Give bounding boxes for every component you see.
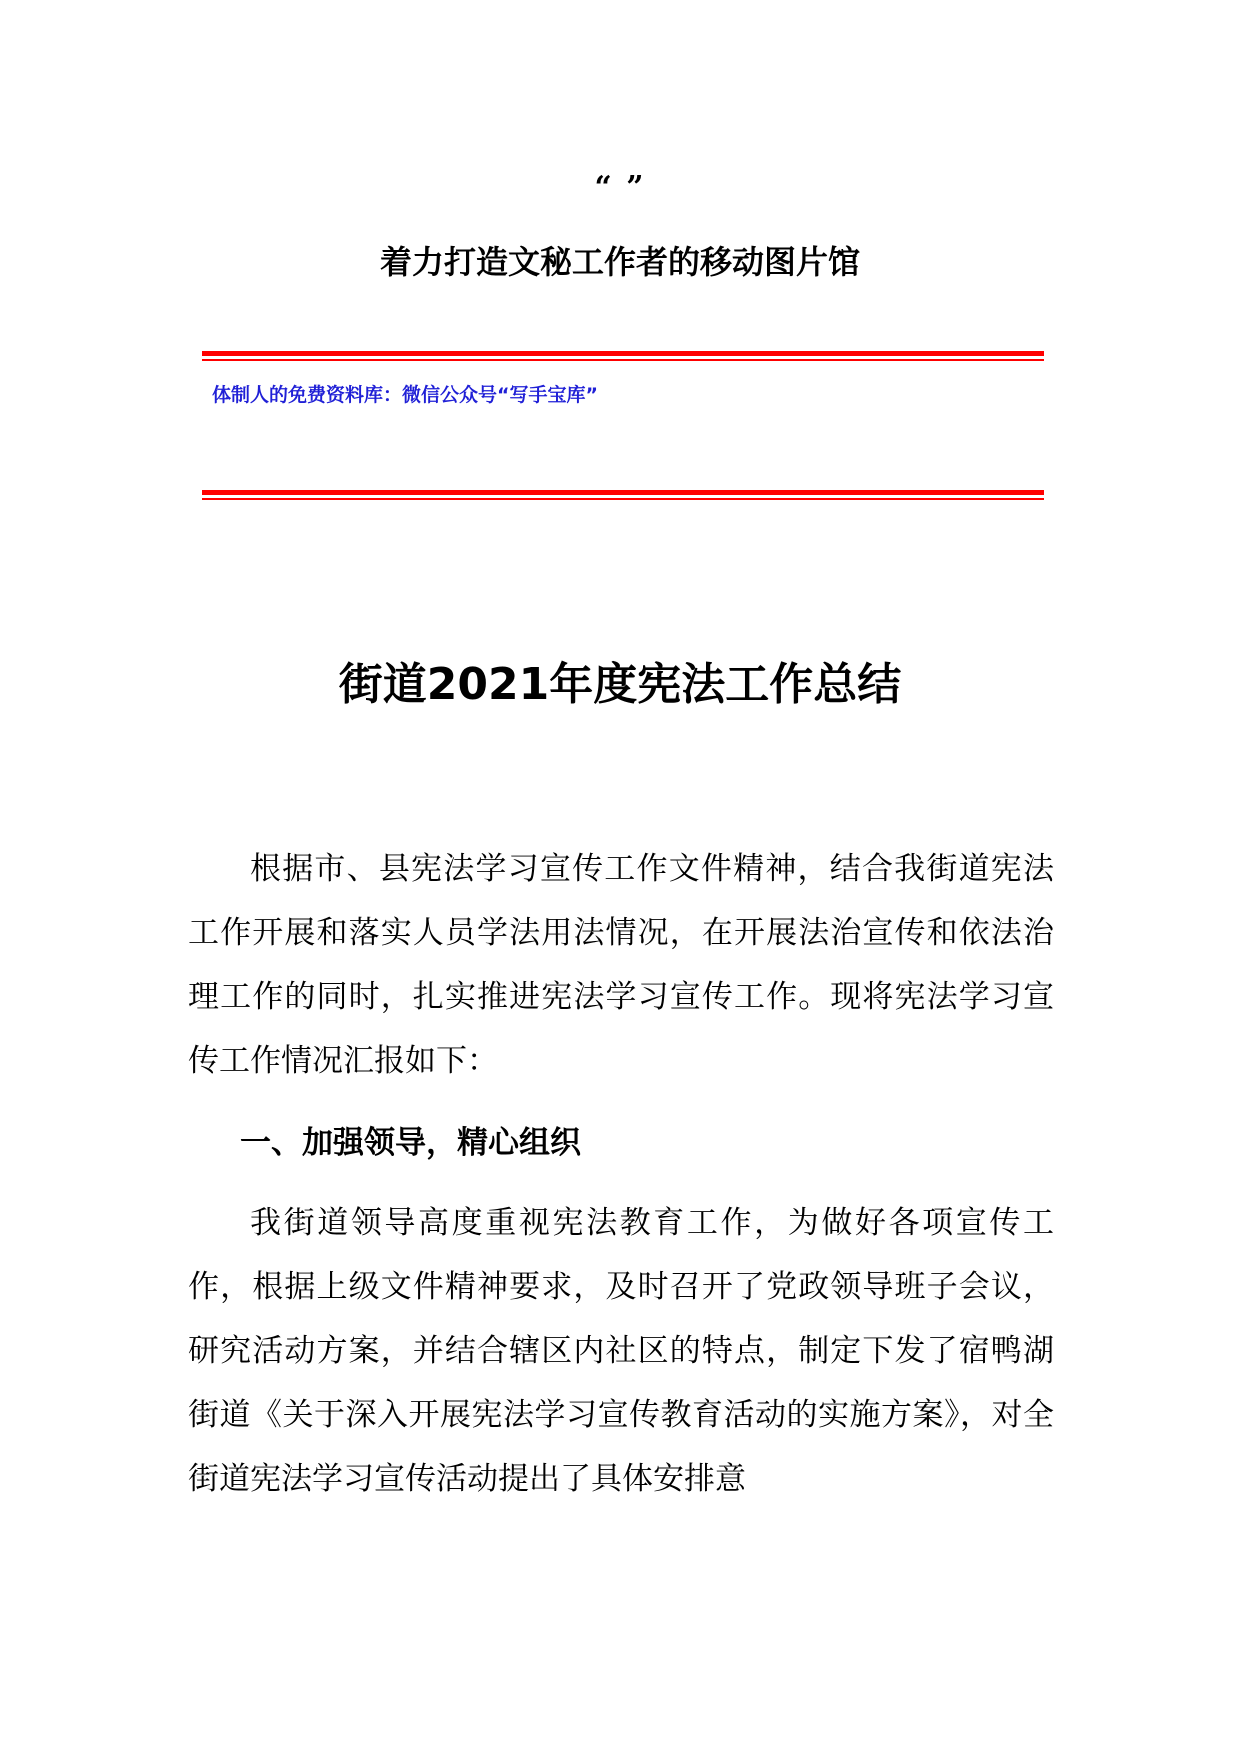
top-red-rule	[202, 351, 1044, 361]
banner-title: 着力打造文秘工作者的移动图片馆	[379, 243, 860, 281]
document-title: 街道2021年度宪法工作总结	[338, 659, 902, 710]
section-1-paragraph: 我街道领导高度重视宪法教育工作，为做好各项宣传工作，根据上级文件精神要求，及时召开了党政领导班子会议，研究活动方案，并结合辖区内社区的特点，制定下发了宿鸭湖街道《关于深入开展宪法学习宣传教育活动的实施方案》，对全街道宪法学习宣传活动提出了具体安排意	[188, 1205, 1054, 1497]
header-quote-marks: “ ”	[594, 170, 646, 205]
section-heading-1: 一、加强领导，精心组织	[240, 1125, 581, 1161]
banner-subtitle: 体制人的免费资料库：微信公众号“写手宝库”	[212, 384, 598, 406]
bottom-red-rule	[202, 490, 1044, 500]
intro-paragraph: 根据市、县宪法学习宣传工作文件精神，结合我街道宪法工作开展和落实人员学法用法情况，在开展法治宣传和依法治理工作的同时，扎实推进宪法学习宣传工作。现将宪法学习宣传工作情况汇报如下：	[188, 851, 1054, 1079]
